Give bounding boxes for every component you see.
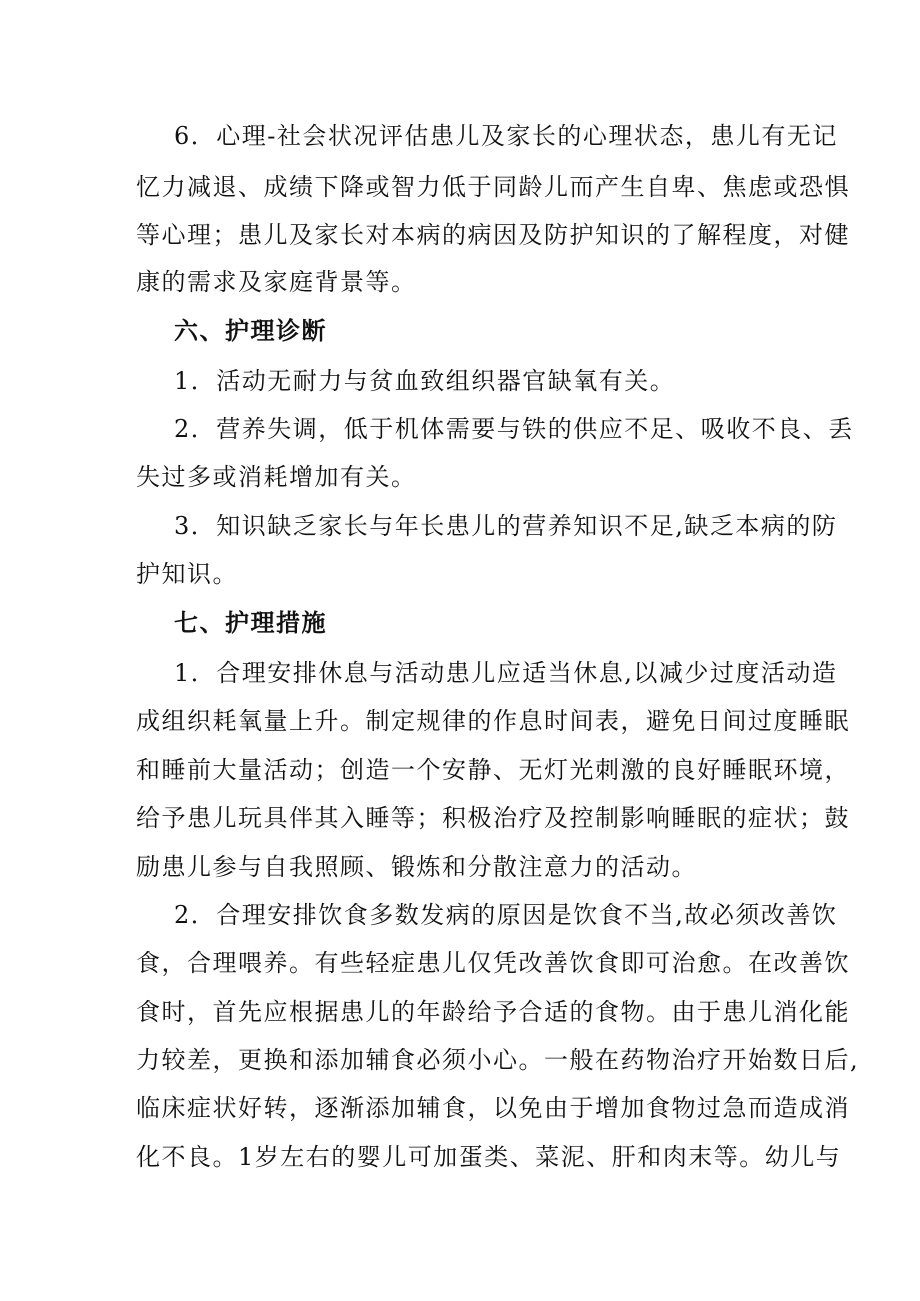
measure-1-line-3: 和睡前大量活动；创造一个安静、无灯光刺激的良好睡眠环境，: [136, 756, 850, 784]
measure-1-line-4: 给予患儿玩具伴其入睡等；积极治疗及控制影响睡眠的症状；鼓: [136, 804, 850, 832]
section-seven-heading: 七、护理措施: [174, 608, 327, 637]
diagnosis-3-line-1: 3．知识缺乏家长与年长患儿的营养知识不足,缺乏本病的防: [174, 512, 838, 540]
diagnosis-2-line-2: 失过多或消耗增加有关。: [136, 463, 417, 491]
diagnosis-2-line-1: 2．营养失调，低于机体需要与铁的供应不足、吸收不良、丢: [174, 415, 854, 443]
measure-1-line-1: 1．合理安排休息与活动患儿应适当休息,以减少过度活动造: [174, 659, 838, 687]
paragraph-6-line-2: 忆力减退、成绩下降或智力低于同龄儿而产生自卑、焦虑或恐惧: [136, 173, 850, 201]
measure-2-line-6: 化不良。1岁左右的婴儿可加蛋类、菜泥、肝和肉末等。幼儿与: [136, 1143, 842, 1171]
section-six-heading: 六、护理诊断: [174, 316, 327, 345]
measure-2-line-3: 食时，首先应根据患儿的年龄给予合适的食物。由于患儿消化能: [136, 998, 850, 1026]
measure-2-line-4: 力较差，更换和添加辅食必须小心。一般在药物治疗开始数日后,: [136, 1046, 860, 1074]
paragraph-6-line-3: 等心理；患儿及家长对本病的病因及防护知识的了解程度，对健: [136, 221, 850, 249]
paragraph-6-line-4: 康的需求及家庭背景等。: [136, 268, 417, 296]
diagnosis-3-line-2: 护知识。: [136, 560, 238, 588]
measure-1-line-5: 励患儿参与自我照顾、锻炼和分散注意力的活动。: [136, 853, 697, 881]
measure-2-line-1: 2．合理安排饮食多数发病的原因是饮食不当,故必须改善饮: [174, 901, 838, 929]
diagnosis-1-line-1: 1．活动无耐力与贫血致组织器官缺氧有关。: [174, 367, 676, 395]
measure-2-line-2: 食，合理喂养。有些轻症患儿仅凭改善饮食即可治愈。在改善饮: [136, 949, 850, 977]
measure-2-line-5: 临床症状好转，逐渐添加辅食，以免由于增加食物过急而造成消: [136, 1094, 850, 1122]
paragraph-6-line-1: 6．心理-社会状况评估患儿及家长的心理状态，患儿有无记: [174, 122, 838, 150]
measure-1-line-2: 成组织耗氧量上升。制定规律的作息时间表，避免日间过度睡眠: [136, 707, 850, 735]
